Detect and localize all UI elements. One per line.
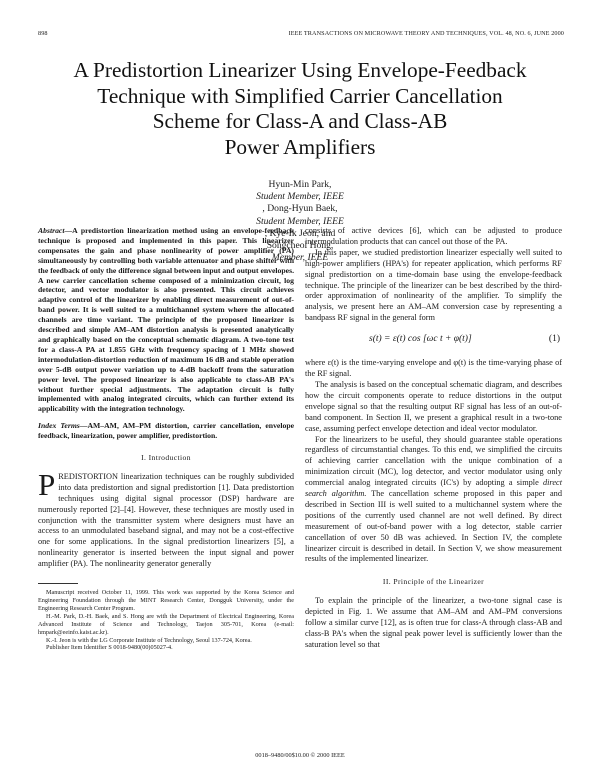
- abstract-lead: Abstract—: [38, 226, 73, 235]
- emphasis-text: direct search algorithm.: [305, 478, 562, 499]
- index-terms: [38, 421, 294, 441]
- footnote-rule: [38, 583, 78, 584]
- body-text: The cancellation scheme proposed in this paper and described in Section III is well suited to a multichannel system where the positions of the currently used channel are not well defined. By direct measurement of out-of-band power with a log detector, stable carrier cancellation of over 50 dB was achieved. In Section IV, the complete linearizer circuit is described in detail. In Section V, we show measurement results of the implemented linearizer.: [305, 489, 562, 564]
- author-name: , Kye-Ik Jeon, and: [264, 227, 336, 239]
- journal-name: IEEE TRANSACTIONS ON MICROWAVE THEORY AND TECHNIQUES, VOL. 48, NO. 6, JUNE 2000: [288, 30, 564, 37]
- index-terms-text: AM–AM, AM–PM distortion, carrier cancellation, envelope feedback, linearization, power amplifier, predistortion.: [38, 421, 295, 441]
- author-name: Hyun-Min Park,: [268, 179, 332, 190]
- index-terms-lead: Index Terms—: [38, 421, 88, 431]
- introduction-paragraph: [38, 466, 294, 570]
- body-paragraph: The analysis is based on the conceptual schematic diagram, and describes how the circuit components operate to reduce distortions in the output envelope signal so that the resulting output RF signal has less of an out-of-band component. In Section II, we present a graphical result in a two-tone case, assuming perfect envelope detection and ideal vector modulator.: [305, 379, 562, 433]
- title-line: A Predistortion Linearizer Using Envelope-Feedback: [73, 58, 527, 82]
- body-paragraph: where ε(t) is the time-varying envelope and φ(t) is the time-varying phase of the RF signal.: [305, 358, 562, 379]
- right-column: [305, 226, 562, 651]
- title-line: Scheme for Class-A and Class-AB: [152, 109, 448, 133]
- equation-body: s(t) = ε(t) cos [ωc t + φ(t)]: [369, 334, 472, 345]
- author-role: Student Member, IEEE: [256, 215, 344, 227]
- body-paragraph: consists of active devices [6], which can be adjusted to produce intermodulation products that can cancel out those of the PA.: [305, 226, 562, 246]
- page-number: 898: [38, 30, 48, 37]
- copyright-line: 0018–9480/00$10.00 © 2000 IEEE: [255, 752, 345, 759]
- section-heading-introduction: I. Introduction: [141, 453, 191, 463]
- equation-1: [305, 329, 562, 353]
- footnote: Publisher Item Identifier S 0018-9480(00)05027-4.: [46, 644, 173, 652]
- section-heading-principle: II. Principle of the Linearizer: [382, 577, 485, 587]
- paper-title: [20, 58, 580, 160]
- body-text: For the linearizers to be useful, they should guarantee stable operations regardless of circumstantial changes. To this end, we simplified the circuits of achieving carrier cancellation with the unique combination of a minimization circuit (MC), log detector, and vector modulator using only commercial analog integrated circuits (IC's) by adopting a simple: [305, 434, 562, 488]
- body-paragraph: [305, 435, 562, 566]
- equation-number: (1): [548, 334, 560, 345]
- footnote: Manuscript received October 11, 1999. This work was supported by the Korea Science and Engineering Foundation through the MINT Research Center, Dongguk University, under the Engineering Research Center Program.: [38, 589, 294, 612]
- running-header: [38, 30, 564, 40]
- abstract: [38, 226, 294, 414]
- left-column: [38, 226, 294, 652]
- abstract-text: A predistortion linearization method using an envelope-feedback technique is proposed and implemented in this paper. This linearizer compensates the gain and phase nonlinearity of power amplifier (PA) simultaneously by controlling both variable attenuator and phase shifter with the feedback of only the difference signal between input and output envelopes. A new carrier cancellation scheme composed of a minimization circuit, log detector, and vector modulator is also presented. This circuit achieves adaptive control of the linearizer by enabling direct measurement of out-of-band power. It is well suited to a multichannel system where the allocated channels are time variant. The principle of the proposed linearizer is described and simple AM–AM distortion analysis is presented analytically and graphically based on the conceptual schematic diagram. A two-tone test for a class-A PA at 1.855 GHz with frequency spacing of 1 MHz showed intermodulation-distortion reduction of maximum 16 dB and stable operation over 5-dB output power variation up to 4-dB backoff from the saturation power level. The proposed linearizer is also applicable to class-AB PA's without further special adjustments. The adaptation circuit is fully implemented with analog integrated circuits, which can further extend its applicability with the integration technology.: [38, 226, 294, 414]
- footnotes: [38, 589, 294, 652]
- footnote: H.-M. Park, D.-H. Baek, and S. Hong are with the Department of Electrical Engineering, Korea Advanced Institute of Science and Technology, Taejon 305-701, Korea (e-mail: hmpark@eeinfo.kaist.ac.kr).: [38, 612, 294, 636]
- author-name: , Dong-Hyun Baek,: [262, 203, 338, 215]
- author-role: Member, IEEE: [271, 252, 329, 264]
- drop-cap: P: [38, 466, 56, 502]
- introduction-text: REDISTORTION linearization techniques can be roughly subdivided into data predistortion and signal predistortion [1]. Data predistortion techniques using digital signal processor (DSP) hardware are numerously reported [2]–[4]. However, these techniques are mostly used in conjunction with the transmitter system where designers must have an access to an unmodulated baseband signal, and may not be a cost-effective one for some applications. In the signal predistortion linearizers [5], a nonlinearity generator is inserted between the input signal and power amplifier (PA). The nonlinearity generator generally: [38, 471, 294, 569]
- body-paragraph: In this paper, we studied predistortion linearizer especially well suited to high-power amplifiers (HPA's) for repeater application, which performs RF signal predistortion on a time-domain base using the envelope-feedback technique. The principle of the linearizer can be best described by the third-order approximation of nonlinearity of the amplifier. To simplify the analysis, we present here an AM–AM conversion case by representing a bandpass RF signal in the general form: [305, 247, 562, 323]
- title-line: Power Amplifiers: [224, 134, 376, 159]
- author-role: Student Member, IEEE: [256, 191, 344, 203]
- author-name: Songcheol Hong,: [266, 240, 334, 252]
- footnote: K.-I. Jeon is with the LG Corporate Institute of Technology, Seoul 137-724, Korea.: [46, 636, 252, 644]
- title-line: Technique with Simplified Carrier Cancellation: [97, 83, 503, 108]
- body-paragraph: To explain the principle of the linearizer, a two-tone signal case is depicted in Fig. 1. We assume that AM–AM and AM–PM conversions follow a similar curve [12], as is often true for class-A through class-AB and class-B PA's when the signal peak power level is sufficiently lower than the saturation level so that: [305, 596, 562, 649]
